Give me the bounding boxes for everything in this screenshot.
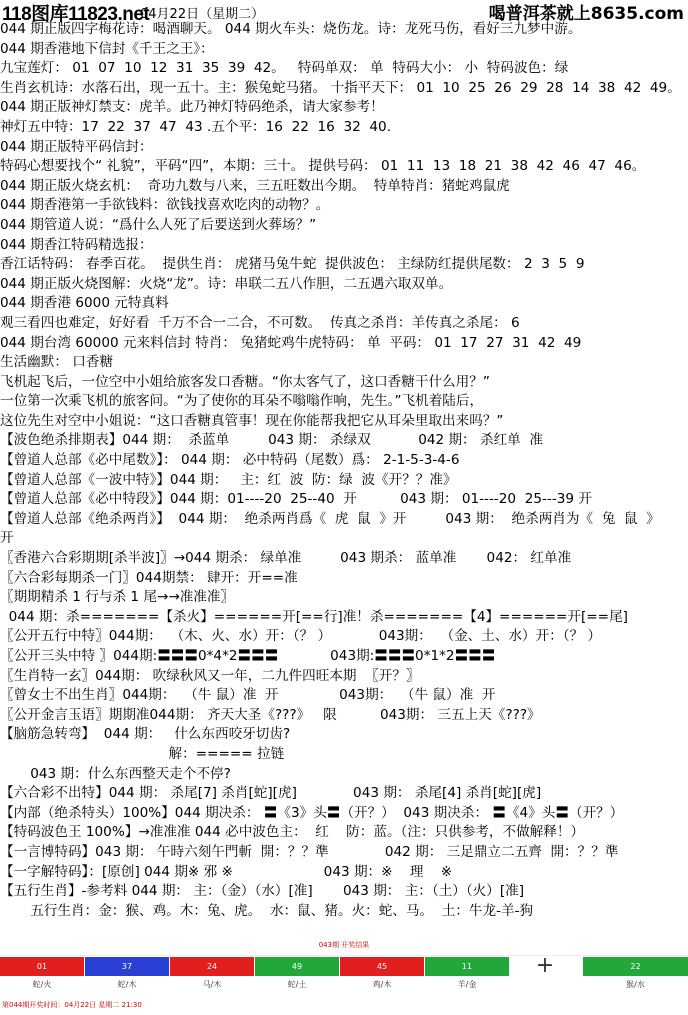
- text-line: 开: [0, 530, 14, 547]
- divider: [0, 955, 688, 956]
- ball-number: 37: [85, 957, 169, 976]
- text-line: 〖曾女士不出生肖〗044期： （牛 鼠）准 开 043期： （牛 鼠）准 开: [0, 687, 496, 704]
- text-line: 044 期正版四字梅花诗：喝酒聊天。 044 期火车头：烧伤龙。诗：龙死马伤，看好三九梦中游。: [0, 21, 582, 37]
- ball-zodiac: 马/木: [202, 980, 222, 989]
- text-line: 一位第一次乘飞机的旅客问。“为了使你的耳朵不嗡嗡作响，先生。”飞机着陆后，: [0, 393, 484, 410]
- text-line: 044 期：杀=======【杀火】======开[==行]准！杀=======【4】======开[==尾]: [0, 608, 628, 625]
- ball-row: [0, 957, 688, 976]
- text-line: 观三看四也难定，好好看 千万不合一二合，不可数。 传真之杀肖：羊传真之杀尾： 6: [0, 314, 520, 331]
- text-line: 【波色绝杀排期表】044 期： 杀蓝单 043 期： 杀绿双 042 期： 杀红单 准: [0, 432, 543, 449]
- ad-banner[interactable]: 喝普洱茶就上8635.com: [488, 4, 684, 24]
- ball-number: 11: [425, 957, 509, 976]
- text-line: 【六合彩不出特】044 期： 杀尾[7] 杀肖[蛇][虎] 043 期： 杀尾[4] 杀肖[蛇][虎]: [0, 785, 542, 802]
- text-line: 【曾道人总部《一波中特》】044 期： 主：红 波 防：绿 波《开？？准》: [0, 471, 457, 488]
- header-date: 04月22日（星期二）: [140, 7, 265, 22]
- zodiac-row: [0, 978, 688, 992]
- text-line: 【五行生肖】-参考料 044 期： 主：（金）（水）[准] 043 期： 主：（土）（火）[准]: [0, 883, 525, 900]
- text-line: 【曾道人总部《绝杀两肖》】 044 期： 绝杀两肖爲《 虎 鼠 》开 043 期： 绝杀两肖为《 兔 鼠 》: [0, 510, 660, 527]
- ball-number: 22: [583, 957, 688, 976]
- text-line: 044 期香港 6000 元特真料: [0, 295, 169, 312]
- article-body: [0, 20, 688, 921]
- ball-number: 24: [170, 957, 254, 976]
- text-line: 〖期期精杀 1 行与杀 1 尾→→准准准〗: [0, 589, 235, 606]
- text-line: 【一字解特码】：[原创] 044 期※ 邪 ※ 043 期：※ 理 ※: [0, 863, 453, 880]
- ball-zodiac: 羊/金: [457, 980, 477, 989]
- draw-time-footer: 第044期开奖时间：04月22日 星期二 21:30: [2, 1001, 142, 1009]
- text-line: 五行生肖：金：猴、鸡。木：兔、虎。 水：鼠、猪。火：蛇、马。 土：牛龙-羊-狗: [0, 902, 534, 919]
- text-line: 【曾道人总部《必中特段》】044 期：01----20 25--40 开 043 期： 01----20 25---39 开: [0, 491, 592, 508]
- text-line: 044 期正版火烧图解：火烧“龙”。诗：串联二五八作胆，二五遇六取双单。: [0, 275, 453, 292]
- ball-zodiac: 猴/水: [626, 980, 645, 989]
- text-line: 生肖玄机诗：水落石出，现一五十。主：猴兔蛇马猪。 十指平天下： 01 10 25 26 29 28 14 38 42 49。: [0, 79, 681, 96]
- text-line: 044 期台湾 60000 元来料信封 特肖： 兔猪蛇鸡牛虎特码： 单 平码： 01 17 27 31 42 49: [0, 334, 582, 351]
- text-line: 044 期正版火烧玄机： 奇功九数与八来，三五旺数出今期。 特单特肖：猪蛇鸡鼠虎: [0, 177, 510, 194]
- text-line: 〖香港六合彩期期[杀半波]〗→044 期杀： 绿单准 043 期杀： 蓝单准 042： 红单准: [0, 550, 572, 567]
- header: [0, 0, 688, 25]
- text-line: 044 期香江特码精选报：: [0, 236, 153, 253]
- ball-zodiac: 鸡/木: [372, 980, 392, 989]
- text-line: 043 期：什么东西整天走个不停?: [0, 765, 231, 782]
- ball-number: 49: [255, 957, 339, 976]
- plus-sign: +: [535, 953, 555, 978]
- lottery-caption: 043期 开奖结果: [318, 941, 370, 949]
- ball-number: 01: [0, 957, 84, 976]
- text-line: 【曾道人总部《必中尾数》】： 044 期： 必中特码（尾数）爲： 2-1-5-3-4-6: [0, 452, 460, 469]
- text-line: 【一言博特码】043 期： 午時六刻午門斬 開：？？準 042 期： 三足鼎立二五齊 開：？？準: [0, 843, 619, 860]
- text-line: 九宝莲灯： 01 07 10 12 31 35 39 42。 特码单双： 单 特码大小： 小 特码波色：绿: [0, 60, 569, 77]
- text-line: 044 期正版神灯禁支：虎羊。此乃神灯特码绝杀，请大家参考！: [0, 99, 384, 116]
- text-line: 解：===== 拉链: [0, 745, 285, 762]
- text-line: 【内部（绝杀特头）100%】044 期决杀： 〓《3》头〓（开？） 043 期决杀： 〓《4》头〓（开？）: [0, 804, 624, 821]
- text-line: 香江话特码： 春季百花。 提供生肖： 虎猪马兔牛蛇 提供波色： 主绿防红提供尾数： 2 3 5 9: [0, 256, 585, 273]
- text-line: 044 期香港地下信封《千王之王》：: [0, 40, 214, 57]
- text-line: 044 期正版特平码信封：: [0, 138, 153, 155]
- text-line: 〖生肖特一玄〗044期： 吹绿秋风又一年，二九件四旺本期 〖开？〗: [0, 667, 420, 684]
- text-line: 〖公开三头中特 〗044期:〓〓〓0*4*2〓〓〓 043期:〓〓〓0*1*2〓〓〓: [0, 648, 496, 664]
- text-line: 这位先生对空中小姐说：“这口香糖真管事！现在你能帮我把它从耳朵里取出来吗？”: [0, 412, 504, 429]
- text-line: 〖六合彩每期杀一门〗044期禁： 肆开：开==准: [0, 569, 298, 586]
- site-title: 118图库11823.net: [2, 4, 150, 25]
- ball-zodiac: 蛇/土: [287, 980, 307, 989]
- text-line: 生活幽默： 口香糖: [0, 354, 114, 371]
- lottery-result-panel: [0, 938, 688, 1015]
- text-line: 神灯五中特：17 22 37 47 43 .五个平：16 22 16 32 40.: [0, 118, 392, 135]
- text-line: 044 期香港第一手欲钱料：欲钱找喜欢吃肉的动物？。: [0, 197, 330, 214]
- ball-zodiac: 蛇/火: [32, 980, 52, 989]
- text-line: 特码心想要找个“ 礼貌”，平码“四”，本期：三十。 提供号码： 01 11 13 18 21 38 42 46 47 46。: [0, 158, 646, 175]
- ball-zodiac: 蛇/木: [117, 980, 137, 989]
- ball-number: 45: [340, 957, 424, 976]
- text-line: 【脑筋急转弯】 044 期： 什么东西咬牙切齿?: [0, 726, 291, 743]
- text-line: 044 期管道人说：“爲什么人死了后要送到火葬场？”: [0, 216, 317, 233]
- text-line: 〖公开五行中特〗044期： （木、火、水）开：（？ ） 043期： （金、土、水）开：（？ ）: [0, 628, 602, 645]
- text-line: 【特码波色王 100%】→准准准 044 必中波色主： 红 防：蓝。（注：只供参考，不做解释！）: [0, 824, 585, 841]
- text-line: 〖公开金言玉语〗期期准044期： 齐天大圣《???》 限 043期： 三五上天《???》: [0, 706, 541, 723]
- text-line: 飞机起飞后，一位空中小姐给旅客发口香糖。“你太客气了，这口香糖干什么用？”: [0, 373, 490, 390]
